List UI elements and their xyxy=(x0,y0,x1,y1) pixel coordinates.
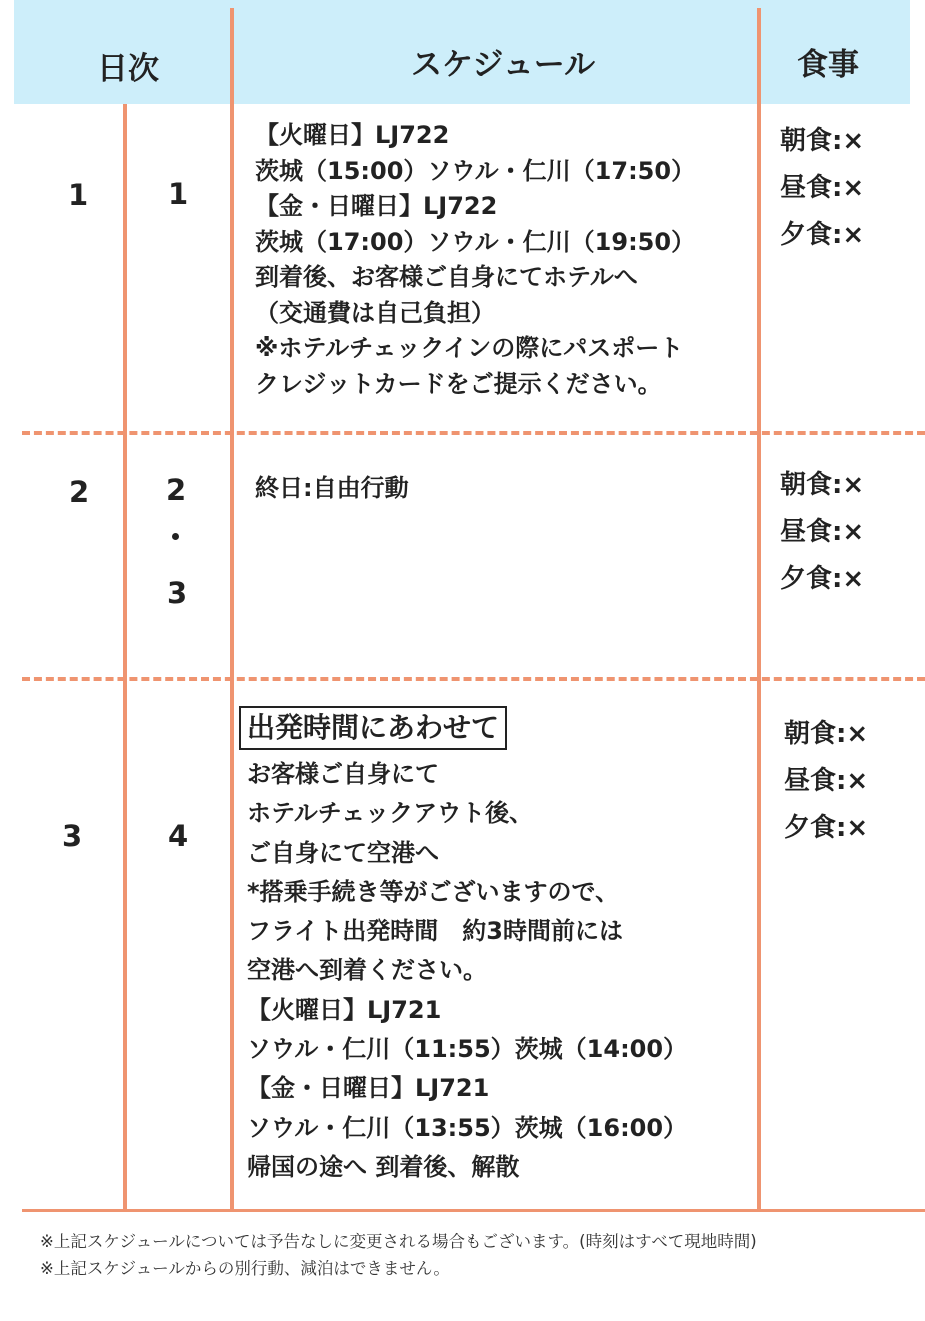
schedule-line: ソウル・仁川（11:55）茨城（14:00） xyxy=(247,1035,688,1064)
schedule-line: ホテルチェックアウト後、 xyxy=(247,799,534,828)
day-range-dot xyxy=(172,533,179,540)
row-3-meals xyxy=(784,711,868,852)
meal-dinner: 夕食:× xyxy=(784,813,869,843)
footnote-no-separate-action: ※上記スケジュールからの別行動、減泊はできません。 xyxy=(40,1259,450,1278)
row-1-day-index: 1 xyxy=(168,177,189,211)
schedule-line: ソウル・仁川（13:55）茨城（16:00） xyxy=(247,1113,688,1142)
meal-breakfast: 朝食:× xyxy=(780,470,865,500)
row-3-boxed-title: 出発時間にあわせて xyxy=(239,706,507,750)
meal-dinner: 夕食:× xyxy=(780,564,865,594)
row-1-day-number: 1 xyxy=(68,178,89,212)
row-2-schedule xyxy=(255,470,409,506)
meal-lunch: 昼食:× xyxy=(784,766,869,796)
column-divider-day xyxy=(123,104,127,1210)
meal-dinner: 夕食:× xyxy=(780,220,865,250)
schedule-line: ※ホテルチェックインの際にパスポート xyxy=(255,334,684,362)
schedule-line: 終日:自由行動 xyxy=(255,474,409,502)
schedule-line: *搭乗手続き等がございますので、 xyxy=(247,877,620,906)
schedule-line: 空港へ到着ください。 xyxy=(247,956,487,985)
schedule-line: （交通費は自己負担） xyxy=(255,298,495,327)
schedule-line: クレジットカードをご提示ください。 xyxy=(255,369,662,398)
schedule-line: 到着後、お客様ご自身にてホテルへ xyxy=(255,263,638,291)
schedule-line: フライト出発時間 約3時間前には xyxy=(247,917,623,946)
row-2-day-index-start: 2 xyxy=(166,473,187,507)
schedule-line: 茨城（15:00）ソウル・仁川（17:50） xyxy=(255,156,696,185)
column-divider-schedule-right xyxy=(757,8,761,1212)
table-bottom-border xyxy=(22,1209,925,1212)
meal-lunch: 昼食:× xyxy=(780,173,865,203)
meal-lunch: 昼食:× xyxy=(780,517,865,547)
row-divider-2 xyxy=(22,677,925,681)
row-3-day-index: 4 xyxy=(168,819,189,853)
header-schedule: スケジュール xyxy=(411,47,596,83)
meal-breakfast: 朝食:× xyxy=(784,719,869,749)
schedule-line: 帰国の途へ 到着後、解散 xyxy=(247,1152,520,1181)
schedule-line: 【金・日曜日】LJ721 xyxy=(247,1074,490,1103)
row-3-day-number: 3 xyxy=(62,819,83,853)
schedule-line: 【火曜日】LJ721 xyxy=(247,995,442,1024)
schedule-line: お客様ご自身にて xyxy=(247,760,439,788)
row-2-day-number: 2 xyxy=(69,475,90,509)
schedule-line: ご自身にて空港へ xyxy=(247,838,439,867)
schedule-line: 茨城（17:00）ソウル・仁川（19:50） xyxy=(255,227,696,256)
row-1-meals xyxy=(780,118,864,259)
row-1-schedule xyxy=(255,118,695,402)
footnotes xyxy=(40,1228,757,1282)
header-day: 日次 xyxy=(97,51,159,87)
meal-breakfast: 朝食:× xyxy=(780,126,865,156)
header-meals: 食事 xyxy=(797,47,859,83)
row-2-meals xyxy=(780,462,864,603)
row-3-schedule xyxy=(247,755,687,1187)
row-2-day-index-end: 3 xyxy=(167,576,188,610)
schedule-line: 【火曜日】LJ722 xyxy=(255,121,450,149)
footnote-change-notice: ※上記スケジュールについては予告なしに変更される場合もございます。(時刻はすべて現地時間) xyxy=(40,1232,757,1251)
row-divider-1 xyxy=(22,431,925,435)
column-divider-schedule-left xyxy=(230,8,234,1212)
schedule-line: 【金・日曜日】LJ722 xyxy=(255,192,498,220)
